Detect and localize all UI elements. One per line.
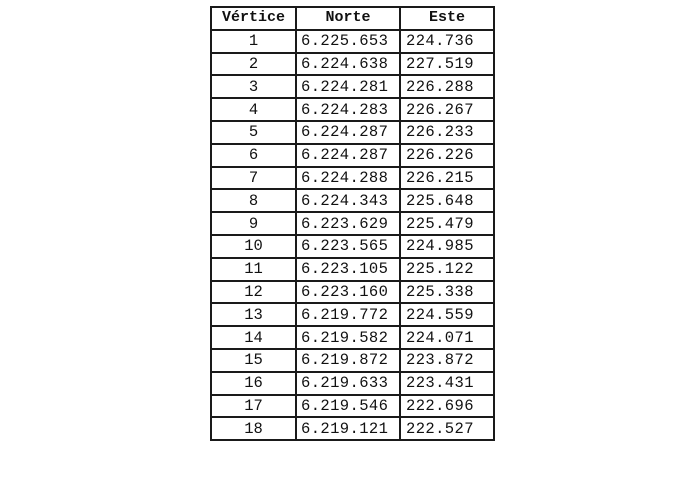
table-row <box>211 30 494 53</box>
norte-value-cell: 6.224.287 <box>296 121 400 144</box>
este-value-cell: 224.559 <box>400 303 494 326</box>
norte-value-cell: 6.223.105 <box>296 258 400 281</box>
este-value-cell: 225.648 <box>400 189 494 212</box>
este-value-cell: 226.226 <box>400 144 494 167</box>
table-row <box>211 121 494 144</box>
vertex-number-cell: 1 <box>211 30 296 53</box>
table-row <box>211 98 494 121</box>
norte-value-cell: 6.223.629 <box>296 212 400 235</box>
vertex-number-cell: 18 <box>211 417 296 440</box>
norte-value-cell: 6.223.160 <box>296 281 400 304</box>
table-row <box>211 303 494 326</box>
table-row <box>211 258 494 281</box>
table-row <box>211 212 494 235</box>
norte-value-cell: 6.219.546 <box>296 395 400 418</box>
norte-value-cell: 6.219.582 <box>296 326 400 349</box>
este-value-cell: 226.233 <box>400 121 494 144</box>
table-row <box>211 372 494 395</box>
table-row <box>211 189 494 212</box>
este-value-cell: 224.071 <box>400 326 494 349</box>
table-row <box>211 281 494 304</box>
vertex-number-cell: 16 <box>211 372 296 395</box>
este-value-cell: 224.736 <box>400 30 494 53</box>
header-vertice: Vértice <box>211 7 296 30</box>
norte-value-cell: 6.225.653 <box>296 30 400 53</box>
este-value-cell: 222.696 <box>400 395 494 418</box>
este-value-cell: 224.985 <box>400 235 494 258</box>
table-body <box>211 30 494 440</box>
vertex-number-cell: 17 <box>211 395 296 418</box>
vertex-number-cell: 15 <box>211 349 296 372</box>
table-row <box>211 326 494 349</box>
vertex-coordinates-table <box>210 6 495 441</box>
table-row <box>211 395 494 418</box>
vertex-number-cell: 8 <box>211 189 296 212</box>
norte-value-cell: 6.224.283 <box>296 98 400 121</box>
table-row <box>211 417 494 440</box>
norte-value-cell: 6.224.281 <box>296 75 400 98</box>
vertex-number-cell: 5 <box>211 121 296 144</box>
vertex-number-cell: 6 <box>211 144 296 167</box>
vertex-number-cell: 2 <box>211 53 296 76</box>
este-value-cell: 225.122 <box>400 258 494 281</box>
este-value-cell: 225.338 <box>400 281 494 304</box>
norte-value-cell: 6.224.288 <box>296 167 400 190</box>
norte-value-cell: 6.223.565 <box>296 235 400 258</box>
norte-value-cell: 6.224.638 <box>296 53 400 76</box>
table-row <box>211 235 494 258</box>
vertex-number-cell: 11 <box>211 258 296 281</box>
este-value-cell: 223.431 <box>400 372 494 395</box>
table-row <box>211 167 494 190</box>
vertex-number-cell: 7 <box>211 167 296 190</box>
este-value-cell: 225.479 <box>400 212 494 235</box>
norte-value-cell: 6.219.772 <box>296 303 400 326</box>
table-row <box>211 75 494 98</box>
este-value-cell: 226.288 <box>400 75 494 98</box>
table-row <box>211 144 494 167</box>
header-norte: Norte <box>296 7 400 30</box>
vertex-number-cell: 9 <box>211 212 296 235</box>
norte-value-cell: 6.219.121 <box>296 417 400 440</box>
este-value-cell: 222.527 <box>400 417 494 440</box>
table-row <box>211 349 494 372</box>
vertex-number-cell: 12 <box>211 281 296 304</box>
vertex-number-cell: 4 <box>211 98 296 121</box>
norte-value-cell: 6.224.287 <box>296 144 400 167</box>
vertex-number-cell: 10 <box>211 235 296 258</box>
este-value-cell: 226.267 <box>400 98 494 121</box>
header-este: Este <box>400 7 494 30</box>
coordinates-table-container <box>210 6 493 441</box>
vertex-number-cell: 13 <box>211 303 296 326</box>
este-value-cell: 227.519 <box>400 53 494 76</box>
norte-value-cell: 6.219.633 <box>296 372 400 395</box>
vertex-number-cell: 14 <box>211 326 296 349</box>
table-row <box>211 53 494 76</box>
este-value-cell: 226.215 <box>400 167 494 190</box>
norte-value-cell: 6.219.872 <box>296 349 400 372</box>
table-header-row <box>211 7 494 30</box>
vertex-number-cell: 3 <box>211 75 296 98</box>
norte-value-cell: 6.224.343 <box>296 189 400 212</box>
este-value-cell: 223.872 <box>400 349 494 372</box>
